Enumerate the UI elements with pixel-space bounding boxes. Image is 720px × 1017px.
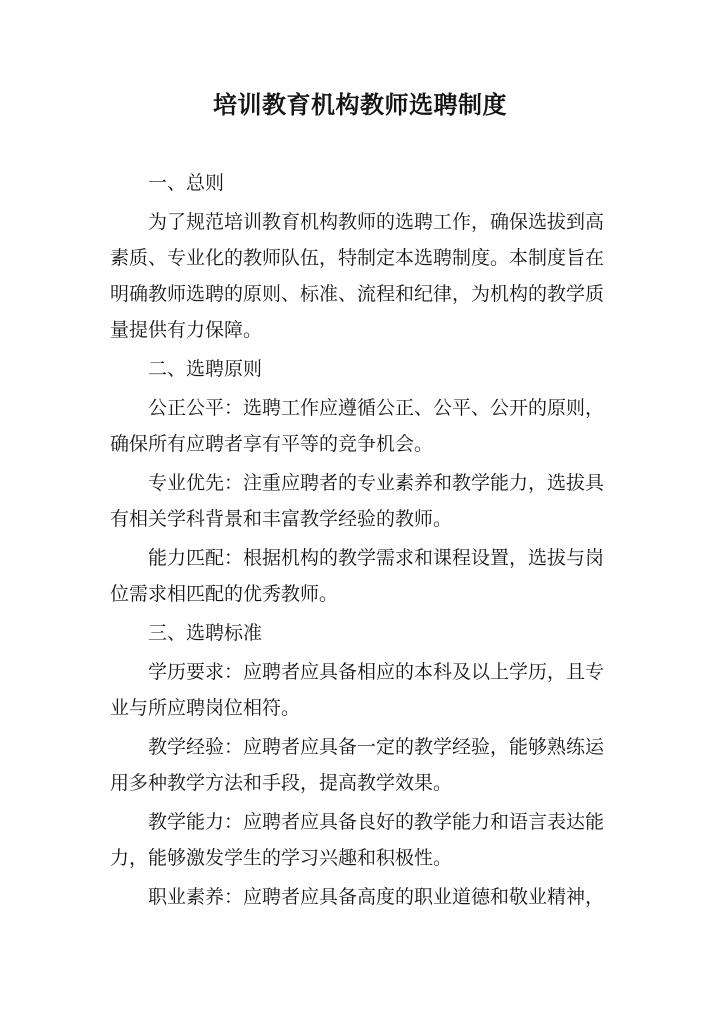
text-line: 学历要求：应聘者应具备相应的本科及以上学历，且专 [148,661,605,683]
paragraph [110,540,610,612]
paragraph [110,654,610,726]
text-line: 确保所有应聘者享有平等的竞争机会。 [110,433,434,455]
paragraph [110,390,610,462]
text-line: 三、选聘标准 [148,622,263,644]
text-line: 专业优先：注重应聘者的专业素养和教学能力，选拔具 [148,472,605,494]
section-heading [110,615,610,651]
text-line: 职业素养：应聘者应具备高度的职业道德和敬业精神， [148,886,605,908]
text-line: 明确教师选聘的原则、标准、流程和纪律，为机构的教学质 [110,283,605,305]
text-line: 公正公平：选聘工作应遵循公正、公平、公开的原则， [148,397,605,419]
document-title: 培训教育机构教师选聘制度 [213,90,507,119]
text-line: 量提供有力保障。 [110,319,263,341]
paragraph [110,204,610,348]
text-line: 素质、专业化的教师队伍，特制定本选聘制度。本制度旨在 [110,247,605,269]
paragraph [110,729,610,801]
text-line: 业与所应聘岗位相符。 [110,697,301,719]
text-line: 力，能够激发学生的学习兴趣和积极性。 [110,847,453,869]
paragraph [110,804,610,876]
text-line: 教学经验：应聘者应具备一定的教学经验，能够熟练运 [148,736,605,758]
text-line: 位需求相匹配的优秀教师。 [110,583,339,605]
paragraph [110,879,610,915]
section-heading [110,351,610,387]
text-line: 有相关学科背景和丰富教学经验的教师。 [110,508,453,530]
paragraph [110,465,610,537]
text-line: 用多种教学方法和手段，提高教学效果。 [110,772,453,794]
text-line: 能力匹配：根据机构的教学需求和课程设置，选拔与岗 [148,547,605,569]
text-line: 一、总则 [148,172,225,194]
text-line: 教学能力：应聘者应具备良好的教学能力和语言表达能 [148,811,605,833]
text-line: 二、选聘原则 [148,358,263,380]
text-line: 为了规范培训教育机构教师的选聘工作，确保选拔到高 [148,211,605,233]
section-heading [110,165,610,201]
document-body [110,165,610,918]
